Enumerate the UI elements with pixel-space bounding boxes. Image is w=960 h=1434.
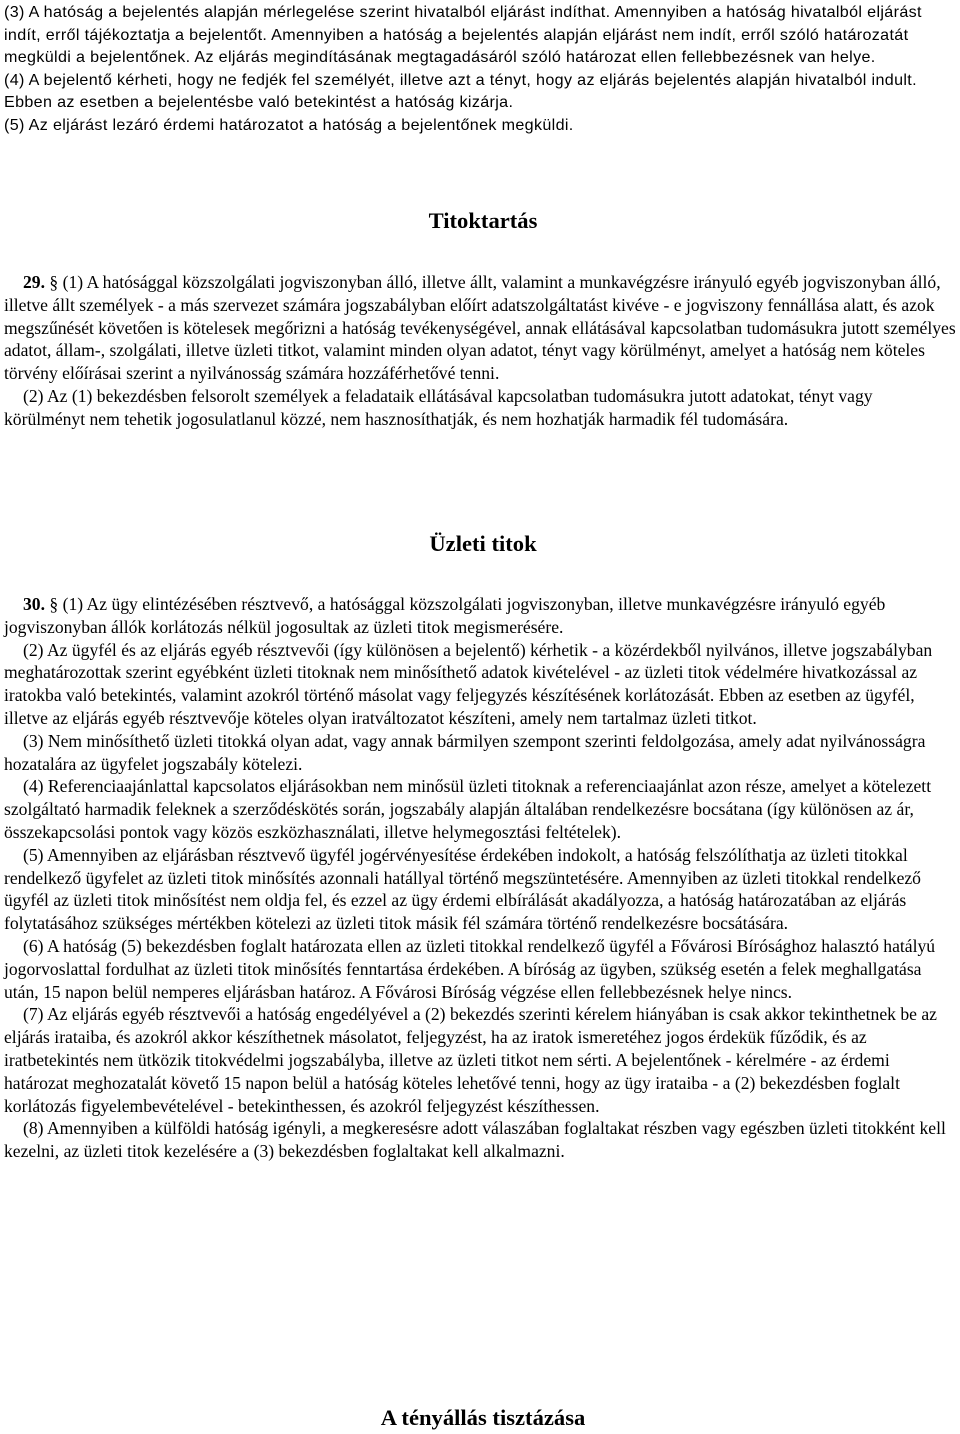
section-30-paragraph-7: (7) Az eljárás egyéb résztvevői a hatóság engedélyével a (2) bekezdés szerinti kérelem hiányában is csak akkor tekinthetnek be az eljárás irataiba, és azokról akkor készíthetnek másolatot, feljegyzést, ha az iratok ismeretéhez jogos érdekük fűződik, és az iratbetekintés nem ütközik titokvédelmi jogszabályba, illetve az üzleti titkot nem sérti. A bejelentőnek - kérelmére - az érdemi határozat meghozatalát követő 15 napon belül a hatóság köteles lehetővé tenni, hogy az ügy irataiba - a (2) bekezdésben foglalt korlátozás figyelembevételével - betekinthessen, és azokról feljegyzést készíthessen. [4, 1004, 937, 1116]
paragraph-text: (1) Az ügy elintézésében résztvevő, a hatósággal közszolgálati jogviszonyban, illetve munkavégzésre irányuló egyéb jogviszonyban állók korlátozás nélkül jogosultak az üzleti titok megismerésére. [4, 594, 886, 637]
paragraph-sign: § [49, 272, 59, 292]
paragraph-text: (1) A hatósággal közszolgálati jogviszonyban álló, illetve állt, valamint a munkavégzésre irányuló egyéb jogviszonyban álló, illetve állt személyek - a más szervezet számára jogszabályban előírt adatszolgáltatást kivéve - e jogviszony fennállása alatt, és azok megszűnését követően is kötelesek megőrizni a hatóság tevékenységével, annak ellátásával kapcsolatban tudomásukra jutott személyes adatot, állam-, szolgálati, illetve üzleti titkot, valamint minden olyan adatot, tényt vagy körülményt, amelyet a hatóság nem köteles törvény előírásai szerint a nyilvánosság számára hozzáférhetővé tenni. [4, 272, 956, 384]
section-29-paragraph-2: (2) Az (1) bekezdésben felsorolt személyek a feladataik ellátásával kapcsolatban tudomásukra jutott adatokat, tényt vagy körülményt nem tehetik jogosulatlanul közzé, nem hasznosíthatják, és nem hozhatják harmadik fél tudomására. [4, 385, 873, 429]
section-30-paragraph-6: (6) A hatóság (5) bekezdésben foglalt határozata ellen az üzleti titokkal rendelkező ügyfél a Fővárosi Bírósághoz halasztó hatályú jogorvoslattal fordulhat az üzleti titok minősítés fenntartása érdekében. A bíróság az ügyben, szükség esetén a felek meghallgatása után, 15 napon belül nemperes eljárásban határoz. A Fővárosi Bíróság végzése ellen fellebbezésnek helye nincs. [4, 935, 936, 1002]
section-30-paragraph-8: (8) Amennyiben a külföldi hatóság igényli, a megkeresésre adott válaszában foglaltakat részben vagy egészben üzleti titokként kell kezelni, az üzleti titok kezelésére a (3) bekezdésben foglaltakat kell alkalmazni. [4, 1118, 946, 1162]
section-29-paragraph-1 [4, 271, 958, 385]
section-30-paragraph-3: (3) Nem minősíthető üzleti titokká olyan adat, vagy annak bármilyen szempont szerinti feldolgozása, amely adat nyilvánosságra hozatalára az ügyfelet jogszabály kötelezi. [4, 730, 926, 774]
section-29 [4, 271, 958, 431]
section-30-paragraph-1 [4, 593, 958, 639]
paragraph-5: (5) Az eljárást lezáró érdemi határozatot a hatóság a bejelentőnek megküldi. [4, 115, 574, 134]
paragraph-sign: § [49, 594, 59, 614]
top-paragraphs [4, 1, 958, 137]
section-heading-titoktartas: Titoktartás [428, 208, 538, 233]
section-heading-tenyallas: A tényállás tisztázása [380, 1405, 586, 1430]
section-heading-uzleti-titok: Üzleti titok [429, 531, 537, 556]
section-number: 29. [23, 272, 45, 292]
paragraph-3: (3) A hatóság a bejelentés alapján mérlegelése szerint hivatalból eljárást indíthat. Amennyiben a hatóság hivatalból eljárást indít, erről tájékoztatja a bejelentőt. Amennyiben a hatóság a bejelentés alapján eljárást nem indít, erről szóló határozatát megküldi a bejelentőnek. Az eljárás megindításának megtagadásáról szóló határozat ellen fellebbezésnek van helye. [4, 3, 922, 67]
section-30 [4, 593, 958, 1163]
section-30-paragraph-4: (4) Referenciaajánlattal kapcsolatos eljárásokban nem minősül üzleti titoknak a referenciaajánlat azon része, amelyet a kötelezett szolgáltató harmadik feleknek a szerződéskötés során, jogszabály alapján általában rendelkezésre bocsátana (így különösen az ár, összekapcsolási pontok vagy közös eszközhasználati, illetve helymegosztási feltételek). [4, 776, 932, 842]
section-number: 30. [23, 594, 45, 614]
paragraph-4: (4) A bejelentő kérheti, hogy ne fedjék fel személyét, illetve azt a tényt, hogy az eljárás bejelentés alapján hivatalból indult. Ebben az esetben a bejelentésbe való betekintést a hatóság kizárja. [4, 70, 917, 112]
section-30-paragraph-5: (5) Amennyiben az eljárásban résztvevő ügyfél jogérvényesítése érdekében indokolt, a hatóság felszólíthatja az üzleti titokkal rendelkező ügyfelet az üzleti titok minősítés azonnali hatállyal történő megszüntetésére. Amennyiben az üzleti titokkal rendelkező ügyfél az üzleti titok minősítést nem oldja fel, és ezzel az ügy érdemi elbírálását akadályozza, a hatóság határozatában az eljárás folytatásához szükséges mértékben kötelezi az üzleti titok másik fél számára történő rendelkezésre bocsátására. [4, 844, 921, 934]
section-30-paragraph-2: (2) Az ügyfél és az eljárás egyéb résztvevői (így különösen a bejelentő) kérhetik - a közérdekből nyilvános, illetve jogszabályban meghatározottak szerint egyébként üzleti titoknak nem minősíthető adatok kivételével - az üzleti titok védelmére hivatkozással az iratokba való betekintés, valamint azokról történő másolat vagy feljegyzés készítésének korlátozását. Ebben az esetben az ügyfél, illetve az eljárás egyéb résztvevője köteles olyan iratváltozatot készíteni, amely nem tartalmaz üzleti titkot. [4, 639, 933, 728]
